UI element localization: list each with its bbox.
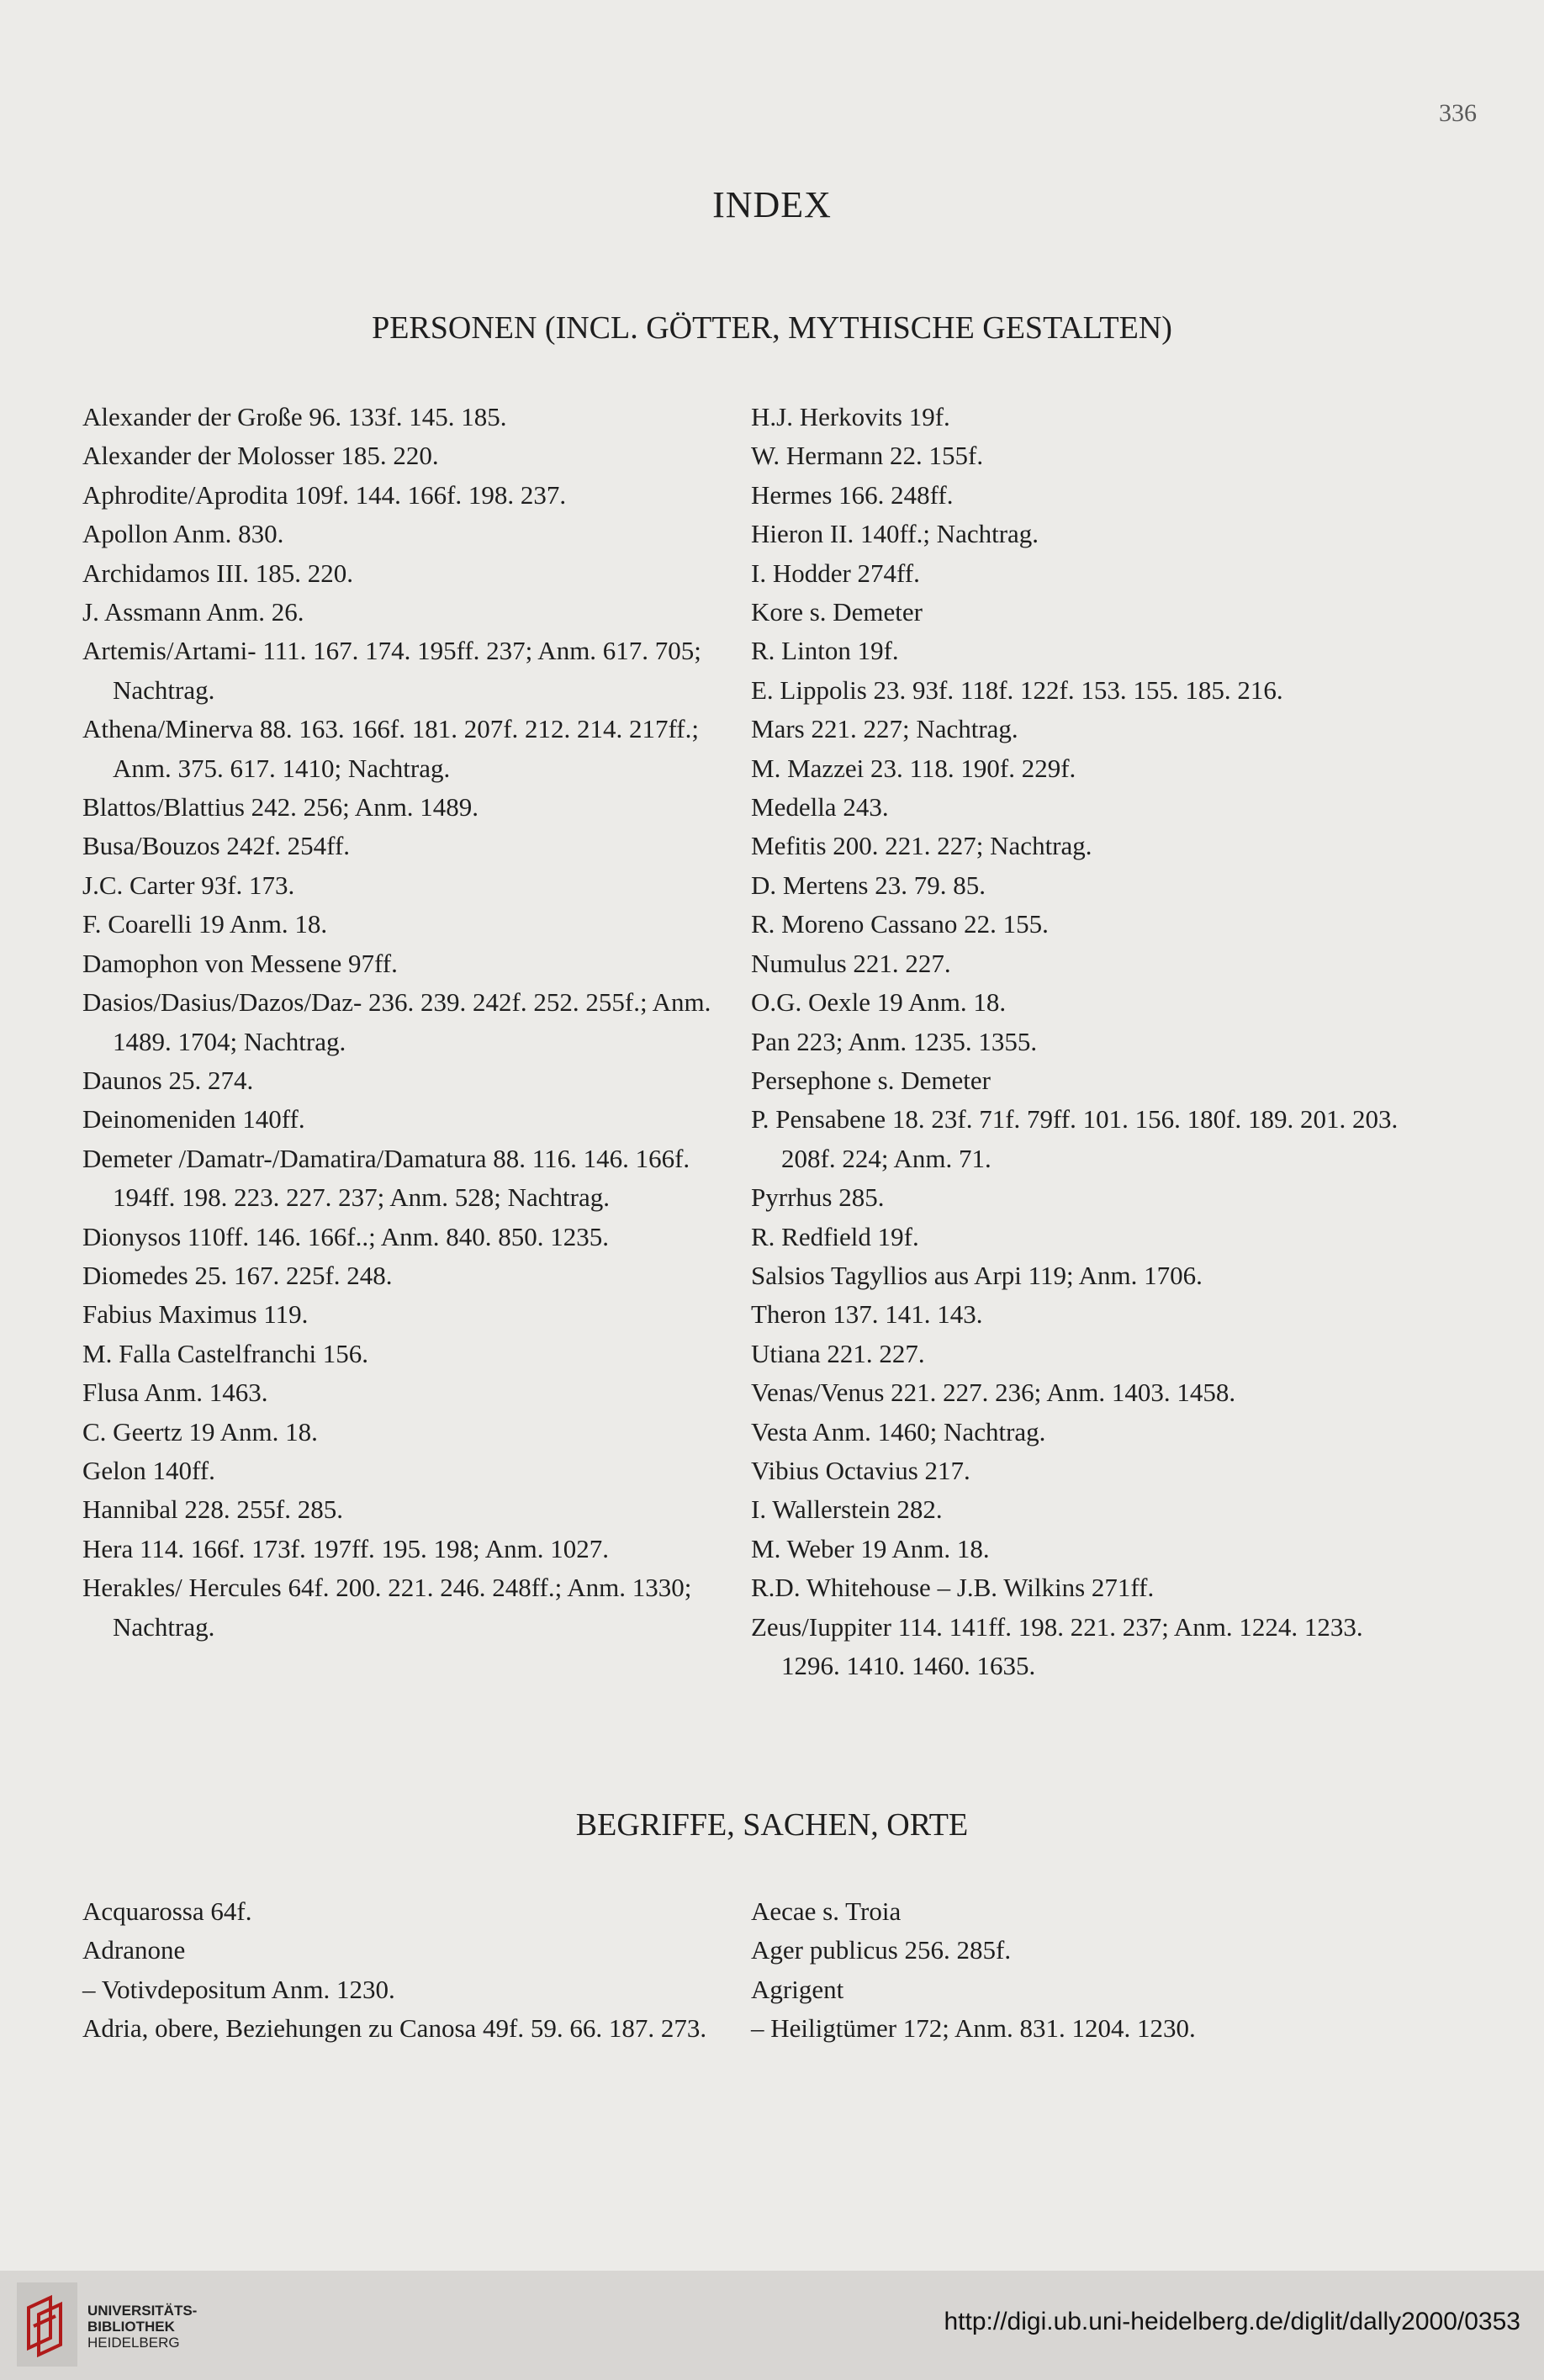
index-entry: Apollon Anm. 830. xyxy=(82,519,284,549)
index-entry: Zeus/Iuppiter 114. 141ff. 198. 221. 237; Anm. 1224. 1233. 1296. 1410. 1460. 1635. xyxy=(751,1611,1363,1680)
index-entry: Numulus 221. 227. xyxy=(751,948,951,978)
index-entry: Ager publicus 256. 285f. xyxy=(751,1935,1012,1965)
index-entry: Adranone xyxy=(82,1935,186,1965)
index-entry: Damophon von Messene 97ff. xyxy=(82,948,398,978)
index-title: INDEX xyxy=(712,184,832,225)
index-entry: C. Geertz 19 Anm. 18. xyxy=(82,1416,318,1447)
index-entry: Venas/Venus 221. 227. 236; Anm. 1403. 1458. xyxy=(751,1378,1236,1408)
index-entry: – Heiligtümer 172; Anm. 831. 1204. 1230. xyxy=(751,2013,1196,2044)
index-entry: Persephone s. Demeter xyxy=(751,1065,991,1095)
index-entry: – Votivdepositum Anm. 1230. xyxy=(82,1974,395,2004)
index-entry: R. Moreno Cassano 22. 155. xyxy=(751,909,1049,939)
index-entry: O.G. Oexle 19 Anm. 18. xyxy=(751,987,1007,1018)
index-entry: Diomedes 25. 167. 225f. 248. xyxy=(82,1260,393,1290)
library-logo-icon xyxy=(17,2282,77,2367)
section-title-begriffe: BEGRIFFE, SACHEN, ORTE xyxy=(575,1807,969,1843)
index-entry: Hannibal 228. 255f. 285. xyxy=(82,1494,343,1525)
index-entry: Aphrodite/Aprodita 109f. 144. 166f. 198. 237. xyxy=(82,479,567,510)
index-entry: Acquarossa 64f. xyxy=(82,1896,252,1926)
index-entry: Dasios/Dasius/Dazos/Daz- 236. 239. 242f. 252. 255f.; Anm. 1489. 1704; Nachtrag. xyxy=(82,987,711,1056)
footer-bar xyxy=(0,2271,1544,2380)
begriffe-right-column xyxy=(751,1892,1424,2049)
index-entry: D. Mertens 23. 79. 85. xyxy=(751,870,986,900)
index-entry: W. Hermann 22. 155f. xyxy=(751,441,984,471)
index-entry: Hermes 166. 248ff. xyxy=(751,479,954,510)
index-entry: Mars 221. 227; Nachtrag. xyxy=(751,714,1018,744)
index-entry: Demeter /Damatr-/Damatira/Damatura 88. 116. 146. 166f. 194ff. 198. 223. 227. 237; Anm. 528; Nachtrag. xyxy=(82,1143,690,1213)
index-entry: E. Lippolis 23. 93f. 118f. 122f. 153. 155. 185. 216. xyxy=(751,674,1283,705)
index-entry: Blattos/Blattius 242. 256; Anm. 1489. xyxy=(82,792,479,822)
index-entry: I. Wallerstein 282. xyxy=(751,1494,943,1525)
index-entry: Mefitis 200. 221. 227; Nachtrag. xyxy=(751,831,1092,861)
index-entry: Agrigent xyxy=(751,1974,844,2004)
index-entry: Theron 137. 141. 143. xyxy=(751,1299,983,1330)
index-entry: Archidamos III. 185. 220. xyxy=(82,558,353,588)
index-entry: Hieron II. 140ff.; Nachtrag. xyxy=(751,519,1039,549)
index-entry: M. Mazzei 23. 118. 190f. 229f. xyxy=(751,753,1076,783)
index-entry: Alexander der Molosser 185. 220. xyxy=(82,441,439,471)
index-entry: Vibius Octavius 217. xyxy=(751,1455,970,1485)
library-logo-text xyxy=(87,2303,197,2351)
index-entry: Flusa Anm. 1463. xyxy=(82,1378,268,1408)
index-entry: Deinomeniden 140ff. xyxy=(82,1104,305,1134)
index-entry: Kore s. Demeter xyxy=(751,597,923,627)
index-entry: M. Falla Castelfranchi 156. xyxy=(82,1338,369,1368)
index-entry: F. Coarelli 19 Anm. 18. xyxy=(82,909,328,939)
index-entry: Artemis/Artami- 111. 167. 174. 195ff. 237; Anm. 617. 705; Nachtrag. xyxy=(82,636,701,705)
index-entry: Adria, obere, Beziehungen zu Canosa 49f. 59. 66. 187. 273. xyxy=(82,2013,707,2044)
index-entry: Pan 223; Anm. 1235. 1355. xyxy=(751,1026,1038,1056)
begriffe-left-column xyxy=(82,1892,722,2049)
index-entry: Aecae s. Troia xyxy=(751,1896,902,1926)
index-entry: J.C. Carter 93f. 173. xyxy=(82,870,295,900)
index-entry: Vesta Anm. 1460; Nachtrag. xyxy=(751,1416,1046,1447)
personen-left-column xyxy=(82,398,722,1647)
logo-line-2: BIBLIOTHEK xyxy=(87,2319,175,2335)
index-entry: R.D. Whitehouse – J.B. Wilkins 271ff. xyxy=(751,1573,1155,1603)
index-entry: M. Weber 19 Anm. 18. xyxy=(751,1533,990,1563)
index-entry: Medella 243. xyxy=(751,792,889,822)
source-url-link[interactable]: http://digi.ub.uni-heidelberg.de/diglit/dally2000/0353 xyxy=(944,2308,1520,2335)
index-entry: Pyrrhus 285. xyxy=(751,1182,885,1213)
index-entry: Daunos 25. 274. xyxy=(82,1065,254,1095)
index-entry: Utiana 221. 227. xyxy=(751,1338,925,1368)
personen-right-column xyxy=(751,398,1424,1685)
index-entry: R. Linton 19f. xyxy=(751,636,899,666)
index-entry: P. Pensabene 18. 23f. 71f. 79ff. 101. 156. 180f. 189. 201. 203. 208f. 224; Anm. 71. xyxy=(751,1104,1399,1173)
index-entry: R. Redfield 19f. xyxy=(751,1221,919,1251)
index-entry: J. Assmann Anm. 26. xyxy=(82,597,304,627)
index-entry: Fabius Maximus 119. xyxy=(82,1299,309,1330)
index-entry: Hera 114. 166f. 173f. 197ff. 195. 198; Anm. 1027. xyxy=(82,1533,609,1563)
section-title-personen: PERSONEN (INCL. GÖTTER, MYTHISCHE GESTALTEN) xyxy=(372,310,1172,346)
index-entry: H.J. Herkovits 19f. xyxy=(751,402,950,431)
index-entry: I. Hodder 274ff. xyxy=(751,558,920,588)
index-entry: Dionysos 110ff. 146. 166f..; Anm. 840. 850. 1235. xyxy=(82,1221,610,1251)
logo-line-3: HEIDELBERG xyxy=(87,2335,180,2351)
index-entry: Salsios Tagyllios aus Arpi 119; Anm. 1706. xyxy=(751,1260,1203,1290)
index-entry: Herakles/ Hercules 64f. 200. 221. 246. 248ff.; Anm. 1330; Nachtrag. xyxy=(82,1573,692,1642)
page-number: 336 xyxy=(1439,99,1477,127)
index-entry: Busa/Bouzos 242f. 254ff. xyxy=(82,831,351,861)
index-entry: Athena/Minerva 88. 163. 166f. 181. 207f. 212. 214. 217ff.; Anm. 375. 617. 1410; Nachtrag. xyxy=(82,714,699,783)
index-entry: Gelon 140ff. xyxy=(82,1455,215,1485)
logo-line-1: UNIVERSITÄTS- xyxy=(87,2303,198,2319)
index-entry: Alexander der Große 96. 133f. 145. 185. xyxy=(82,402,507,431)
